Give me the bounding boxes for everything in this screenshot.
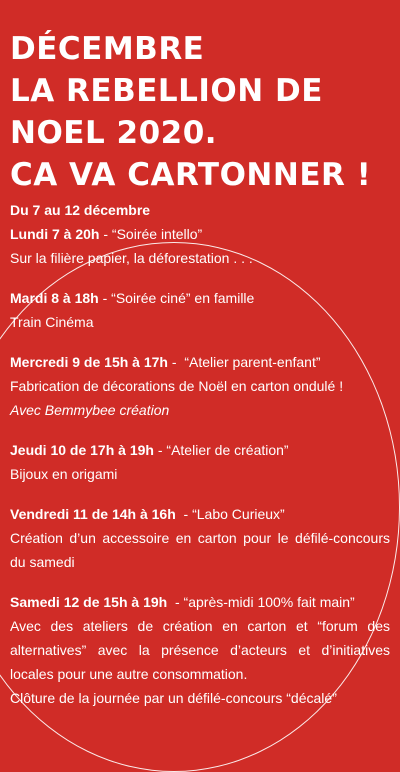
event-thursday: [10, 438, 390, 486]
event-heading: [10, 438, 390, 462]
event-tuesday: [10, 286, 390, 334]
event-name: “Soirée intello”: [111, 226, 203, 242]
event-day: Lundi 7 à 20h: [10, 226, 100, 242]
event-day: Vendredi 11 de 14h à 16h: [10, 506, 176, 522]
event-description: Bijoux en origami: [10, 466, 118, 482]
event-separator: -: [98, 290, 112, 306]
event-description: Fabrication de décorations de Noël en carton ondulé !: [10, 378, 344, 394]
title-line: CA VA CARTONNER !: [10, 157, 372, 193]
event-saturday: [10, 590, 390, 710]
event-friday: [10, 502, 390, 574]
event-name: “Labo Curieux”: [192, 506, 285, 522]
title-line: LA REBELLION DE: [10, 73, 323, 109]
event-closing: Clôture de la journée par un défilé-concours “décalé”: [10, 690, 337, 706]
event-separator: -: [175, 506, 193, 522]
event-day: Mercredi 9 de 15h à 17h: [10, 354, 168, 370]
event-day: Jeudi 10 de 17h à 19h: [10, 442, 154, 458]
event-name: “Soirée ciné” en famille: [111, 290, 255, 306]
event-monday: [10, 222, 390, 270]
event-description: Avec des ateliers de création en carton et “forum des alternatives” avec la présence d’acteurs et d’initiatives locales pour une autre consommation.: [10, 618, 390, 682]
event-description: Train Cinéma: [10, 314, 94, 330]
event-day: Mardi 8 à 18h: [10, 290, 99, 306]
event-heading: [10, 590, 390, 614]
event-heading: [10, 222, 390, 246]
event-heading: [10, 286, 390, 310]
event-description: Création d’un accessoire en carton pour le défilé-concours du samedi: [10, 530, 390, 570]
title-line: NOEL 2020.: [10, 115, 218, 151]
event-separator: -: [167, 354, 185, 370]
program: [10, 198, 390, 726]
event-wednesday: [10, 350, 390, 422]
event-heading: [10, 350, 390, 374]
date-range: Du 7 au 12 décembre: [10, 202, 151, 218]
event-separator: -: [167, 594, 184, 610]
event-separator: -: [99, 226, 112, 242]
event-name: “Atelier de création”: [166, 442, 289, 458]
event-name: “Atelier parent-enfant”: [184, 354, 321, 370]
event-partner: Avec Bemmybee création: [10, 402, 170, 418]
title-line: DÉCEMBRE: [10, 31, 205, 67]
event-heading: [10, 502, 390, 526]
page-title: [10, 28, 371, 196]
event-separator: -: [153, 442, 167, 458]
event-name: “après-midi 100% fait main”: [183, 594, 355, 610]
event-day: Samedi 12 de 15h à 19h: [10, 594, 168, 610]
event-description: Sur la filière papier, la déforestation . . .: [10, 250, 253, 266]
